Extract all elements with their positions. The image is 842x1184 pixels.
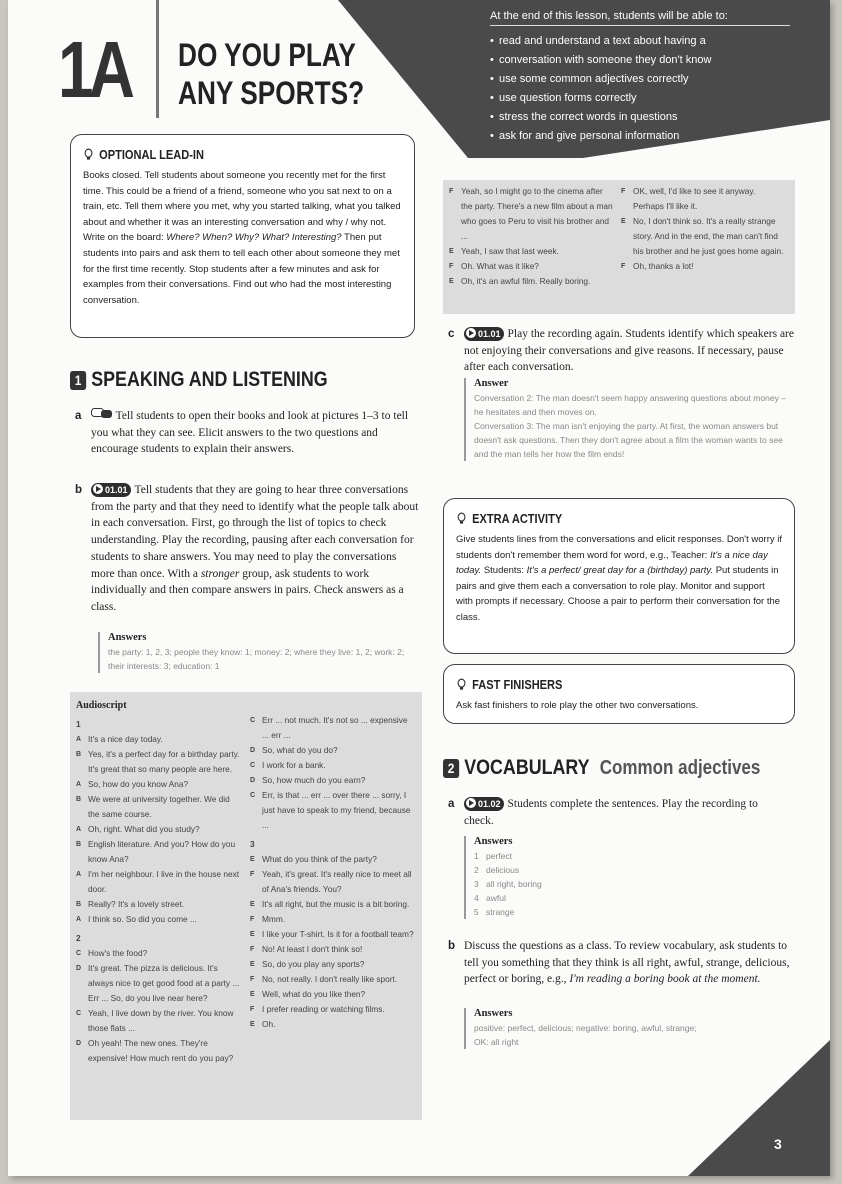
answers-line: OK: all right [474,1037,519,1047]
script-text: Yeah, I live down by the river. You know those flats ... [88,1008,234,1033]
script-line [76,792,242,822]
answer-number: 2 [474,865,479,875]
answers-2a [464,836,774,919]
script-text: I like your T-shirt. Is it for a football team? [262,929,414,939]
page-number: 3 [774,1136,782,1152]
extra-activity-text-part: Give students lines from the conversations and elicit responses. Don't worry if students don't remember them word for word, e.g., Teacher: [456,534,783,561]
answer-item [474,849,774,863]
exercise-1b [75,482,421,616]
lesson-title [178,36,364,112]
optional-lead-in-box [70,134,415,338]
script-line [250,788,416,833]
speaker-letter: D [76,965,82,972]
script-text: It's great. The pizza is delicious. It's always nice to get good food at a party ... Err ... So, do you live near here? [88,963,240,1003]
script-text: Oh, thanks a lot! [633,261,694,271]
script-line [76,777,242,792]
extra-activity-text [456,532,784,626]
extra-activity-title: EXTRA ACTIVITY [472,511,563,526]
speaker-letter: C [76,950,82,957]
audio-track-badge[interactable]: 01.01 [91,483,131,497]
answers-text [474,391,796,461]
objectives-list [490,32,790,146]
objective-item: • use some common adjectives correctly [490,70,790,89]
lead-in-board-prompts: Where? When? Why? What? Interesting? [166,232,342,244]
script-text: It's all right, but the music is a bit boring. [262,899,410,909]
objective-item: • stress the correct words in questions [490,108,790,127]
extra-activity-example: It's a perfect/ great day for a (birthday) party. [526,565,714,577]
exercise-label: a [75,410,82,422]
exercise-text: Tell students to open their books and look at pictures 1–3 to tell you what they can see. Elicit answers to the two questions and encourage students to explain their answers. [91,410,409,456]
fast-finishers-title: FAST FINISHERS [472,677,563,692]
objective-item: • read and understand a text about having a [490,32,790,51]
script-line [250,897,416,912]
lesson-title-line-1: DO YOU PLAY [178,37,356,73]
answers-list [474,849,774,919]
script-line [76,897,242,912]
script-line [250,942,416,957]
fast-finishers-box [443,664,795,724]
answers-line: Conversation 3: The man isn't enjoying the party. At first, the woman answers but doesn't ask questions. Then they don't agree about a film the woman wants to see and the man tells her how the film ends! [474,421,783,459]
script-line [250,758,416,773]
speaker-letter: D [76,1040,82,1047]
script-line [76,1006,242,1036]
lead-in-text [83,168,402,308]
exercise-label: b [448,940,456,952]
audioscript-column-4 [621,184,785,310]
script-line [250,773,416,788]
speech-bubbles-icon [91,408,113,420]
speaker-letter: F [250,976,255,983]
lead-in-heading [83,147,354,162]
script-line [621,259,785,274]
fast-finishers-heading [456,677,735,692]
speaker-letter: A [76,736,82,743]
page-corner-decoration [688,1040,830,1176]
exercise-text: Discuss the questions as a class. To review vocabulary, ask students to tell you something that they think is all right, awful, strange, delicious, perfect or boring, e.g., [464,940,790,986]
script-text: Yeah, I saw that last week. [461,246,559,256]
speaker-letter: E [250,961,255,968]
lead-in-text-part: Then put students into pairs and ask them to tell each other about someone they met for the first time recently. Stop students after a few minutes and ask for examples from their conversations. Find out who had the most interesting conversation. [83,232,400,306]
answers-heading: Answer [474,378,509,389]
speaker-letter: F [250,946,255,953]
script-line [449,244,613,259]
speaker-letter: F [621,188,626,195]
script-text: English literature. And you? How do you know Ana? [88,839,236,864]
script-line [76,867,242,897]
exercise-text: Tell students that they are going to hear three conversations from the party and that they need to identify what the people talk about in each conversation. First, go through the list of topics to check understanding. Play the recording, pausing after each conversation for students to share answers. You may need to play the conversations more than once. With a [91,484,419,580]
extra-activity-text-part: Students: [481,565,527,577]
script-text: I'm her neighbour. I live in the house next door. [88,869,240,894]
answer-text: strange [486,907,515,917]
section-1-heading [70,368,328,392]
speaker-letter: B [76,796,82,803]
script-line [76,961,242,1006]
extra-activity-heading [456,511,735,526]
script-text: I work for a bank. [262,760,326,770]
script-line [621,214,785,259]
extra-activity-example: It's a nice day today. [456,549,768,577]
answer-text: awful [486,893,506,903]
script-text: Really? It's a lovely street. [88,899,185,909]
exercise-text: Students complete the sentences. Play the recording to check. [464,798,758,827]
objectives-intro: At the end of this lesson, students will be able to: [490,10,790,26]
script-text: It's a nice day today. [88,734,163,744]
audioscript-column-1 [76,713,242,1066]
section-number: 2 [443,759,459,778]
speaker-letter: D [250,747,256,754]
answer-item [474,877,774,891]
audioscript-continued-box [443,180,795,314]
speaker-letter: F [250,916,255,923]
exercise-text: Play the recording again. Students identify which speakers are not enjoying their conversations and give reasons. If necessary, pause after each conversation. [464,328,794,374]
speaker-letter: C [250,717,256,724]
script-text: No! At least I don't think so! [262,944,363,954]
conversation-number: 2 [76,933,81,943]
objectives-box [490,10,790,146]
audioscript-title: Audioscript [76,700,127,711]
answer-item [474,905,774,919]
speaker-letter: F [449,188,454,195]
section-subtitle: Common adjectives [599,756,761,779]
script-line [76,822,242,837]
exercise-text-emphasis: stronger [200,567,240,580]
speaker-letter: E [449,278,454,285]
script-line [76,946,242,961]
script-line [76,747,242,777]
script-text: OK, well, I'd like to see it anyway. Perhaps I'll like it. [633,186,756,211]
script-line [449,184,613,244]
script-line [250,743,416,758]
speaker-letter: C [76,1010,82,1017]
script-line [76,912,242,927]
answer-text: perfect [486,851,512,861]
exercise-text: group, ask students to work individually and then compare answers in pairs. Check answers as a class. [91,567,404,613]
speaker-letter: F [449,263,454,270]
audioscript-column-3 [449,184,613,310]
lesson-title-line-2: ANY SPORTS? [178,75,365,111]
extra-activity-text-part: Put students in pairs and give them each a conversation to role play. Monitor and support with prompts if necessary. Choose a pair to perform their conversation for the class. [456,565,781,623]
script-text: So, how do you know Ana? [88,779,189,789]
exercise-text-emphasis: I'm reading a boring book at the moment. [569,973,761,986]
speaker-letter: B [76,901,82,908]
answer-number: 3 [474,879,479,889]
answer-item [474,863,774,877]
speaker-letter: B [76,751,82,758]
exercise-label: c [448,328,455,340]
answers-heading: Answers [474,836,513,847]
exercise-label: a [448,798,455,810]
script-line [76,1036,242,1066]
answer-number: 4 [474,893,479,903]
audio-track-badge[interactable]: 01.02 [464,797,504,811]
script-line [250,987,416,1002]
script-line [250,852,416,867]
script-line [449,259,613,274]
exercise-label: b [75,484,83,496]
script-text: Yeah, so I might go to the cinema after the party. There's a new film about a man who goes to Peru to visit his brother and ... [461,186,613,241]
script-text: We were at university together. We did the same course. [88,794,230,819]
script-text: Well, what do you like then? [262,989,366,999]
script-text: Yeah, it's great. It's really nice to meet all of Ana's friends. You? [262,869,412,894]
extra-activity-box [443,498,795,654]
script-text: Oh. [262,1019,276,1029]
answers-heading: Answers [474,1008,513,1019]
textbook-page [8,0,830,1176]
answer-number: 5 [474,907,479,917]
script-text: Oh, it's an awful film. Really boring. [461,276,591,286]
conversation-number: 1 [76,719,81,729]
section-title: SPEAKING AND LISTENING [91,368,328,391]
speaker-letter: E [250,1021,255,1028]
script-line [76,732,242,747]
objective-item: • use question forms correctly [490,89,790,108]
speaker-letter: B [76,841,82,848]
speaker-letter: F [621,263,626,270]
speaker-letter: A [76,826,82,833]
speaker-letter: E [250,856,255,863]
conversation-number: 3 [250,839,255,849]
script-line [250,867,416,897]
unit-number: 1A [58,25,131,114]
script-text: I think so. So did you come ... [88,914,197,924]
answers-line: Conversation 2: The man doesn't seem happy answering questions about money – he hesitates and then moves on. [474,393,786,417]
script-line [250,972,416,987]
script-line [250,912,416,927]
speaker-letter: E [250,931,255,938]
exercise-2a [448,796,784,829]
speaker-letter: E [250,901,255,908]
script-text: I prefer reading or watching films. [262,1004,385,1014]
script-text: Err, is that ... err ... over there ... sorry, I just have to speak to my friend, because ... [262,790,411,830]
exercise-1c [448,326,794,376]
script-line [250,1002,416,1017]
answers-1c [464,378,796,461]
lightbulb-icon [83,148,94,161]
script-text: Yes, it's a perfect day for a birthday party. It's great that so many people are here. [88,749,240,774]
script-text: Oh yeah! The new ones. They're expensive! How much rent do you pay? [88,1038,234,1063]
answers-text: the party: 1, 2, 3; people they know: 1; money: 2; where they live: 1, 2; work: 2; their interests: 3; education: 1 [108,647,405,671]
speaker-letter: D [250,777,256,784]
script-line [250,713,416,743]
title-divider [156,0,159,118]
audio-track-badge[interactable]: 01.01 [464,327,504,341]
script-text: What do you think of the party? [262,854,377,864]
speaker-letter: F [250,1006,255,1013]
answers-1b [98,632,423,673]
answers-heading: Answers [108,632,147,643]
script-line [250,927,416,942]
answers-line: positive: perfect, delicious; negative: boring, awful, strange; [474,1023,697,1033]
section-title: VOCABULARY [464,756,590,779]
speaker-letter: C [250,762,256,769]
objective-item: • conversation with someone they don't know [490,51,790,70]
script-line [250,957,416,972]
script-text: So, what do you do? [262,745,338,755]
script-text: Mmm. [262,914,286,924]
lead-in-title: OPTIONAL LEAD-IN [99,147,204,162]
script-text: Oh, right. What did you study? [88,824,200,834]
script-text: So, do you play any sports? [262,959,365,969]
script-text: Oh. What was it like? [461,261,539,271]
answer-number: 1 [474,851,479,861]
speaker-letter: C [250,792,256,799]
script-text: Err ... not much. It's not so ... expensive ... err ... [262,715,408,740]
script-text: No, not really. I don't really like sport. [262,974,398,984]
speaker-letter: E [449,248,454,255]
script-text: No, I don't think so. It's a really strange story. And in the end, the man can't find his brother and he just goes home again. [633,216,784,256]
lead-in-text-part: Books closed. Tell students about someone you recently met for the first time. This could be a friend of a friend, someone who you sat next to on a train, etc. Tell them where you met, why you started talking, what you talked about and whether it was an interesting conversation and why / why not. Write on the board: [83,170,401,244]
audioscript-box [70,692,422,1120]
answer-text: all right, boring [486,879,542,889]
speaker-letter: A [76,871,82,878]
exercise-2b [448,938,794,988]
audioscript-column-2 [250,713,416,1066]
lightbulb-icon [456,512,467,525]
exercise-1a [75,408,421,458]
fast-finishers-text: Ask fast finishers to role play the other two conversations. [456,700,699,711]
section-2-heading [443,756,760,780]
speaker-letter: E [250,991,255,998]
script-line [76,837,242,867]
answer-item [474,891,774,905]
speaker-letter: A [76,781,82,788]
lightbulb-icon [456,678,467,691]
script-line [449,274,613,289]
section-number: 1 [70,371,86,390]
script-line [250,1017,416,1032]
speaker-letter: E [621,218,626,225]
speaker-letter: A [76,916,82,923]
script-line [621,184,785,214]
script-text: So, how much do you earn? [262,775,366,785]
script-text: How's the food? [88,948,148,958]
answer-text: delicious [486,865,520,875]
objective-item: • ask for and give personal information [490,127,790,146]
speaker-letter: F [250,871,255,878]
